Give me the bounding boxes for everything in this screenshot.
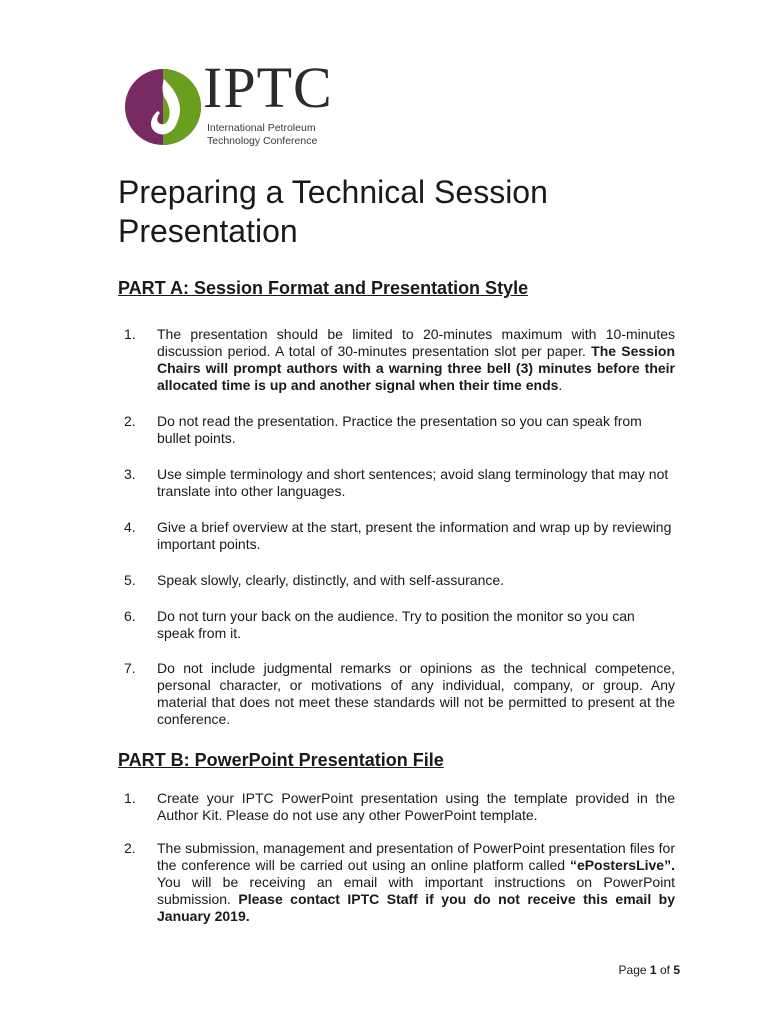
page-label: Page bbox=[618, 963, 647, 977]
item-text: Use simple terminology and short sentences; avoid slang terminology that may not translate into other languages. bbox=[157, 466, 669, 499]
part-b-heading: PART B: PowerPoint Presentation File bbox=[118, 750, 444, 770]
logo-subtitle-line-2: Technology Conference bbox=[207, 134, 318, 147]
item-number: 5. bbox=[124, 572, 136, 588]
item-text-bold: The Session Chairs will prompt authors with a warning three bell (3) minutes before their allocated time is up and another signal when their time ends bbox=[157, 343, 675, 393]
item-text bbox=[157, 326, 675, 394]
page-of-label: of bbox=[659, 963, 670, 977]
item-text bbox=[157, 840, 675, 925]
item-text: Give a brief overview at the start, present the information and wrap up by reviewing important points. bbox=[157, 519, 672, 552]
item-text-tail: . bbox=[558, 377, 563, 393]
item-number: 1. bbox=[124, 790, 136, 806]
item-text-plain: The presentation should be limited to 20-minutes maximum with 10-minutes discussion period. A total of 30-minutes presentation slot per paper. bbox=[157, 326, 675, 359]
page-current: 1 bbox=[649, 963, 657, 977]
item-text-bold-product: “ePostersLive”. bbox=[569, 857, 675, 873]
item-number: 6. bbox=[124, 608, 136, 624]
item-text: Create your IPTC PowerPoint presentation using the template provided in the Author Kit. Please do not use any other PowerPoint template. bbox=[157, 790, 675, 823]
page-footer bbox=[619, 963, 680, 977]
item-text-plain: The submission, management and presentation of PowerPoint presentation files for the conference will be carried out using an online platform called bbox=[157, 840, 675, 873]
item-text: Do not turn your back on the audience. Try to position the monitor so you can speak from it. bbox=[157, 608, 635, 641]
iptc-logo bbox=[124, 55, 334, 149]
item-number: 7. bbox=[124, 660, 136, 676]
item-text: Do not read the presentation. Practice the presentation so you can speak from bullet points. bbox=[157, 413, 642, 446]
item-text-plain-2: You will be receiving an email with important instructions on PowerPoint submission. bbox=[157, 874, 675, 907]
item-number: 1. bbox=[124, 326, 136, 342]
item-number: 2. bbox=[124, 840, 136, 856]
flame-logo-icon bbox=[124, 65, 202, 149]
logo-subtitle bbox=[207, 122, 317, 147]
logo-subtitle-line-1: International Petroleum bbox=[207, 122, 316, 134]
item-number: 3. bbox=[124, 466, 136, 482]
item-number: 4. bbox=[124, 519, 136, 535]
item-text-bold-contact: Please contact IPTC Staff if you do not receive this email by January 2019. bbox=[157, 891, 675, 924]
logo-wordmark: IPTC bbox=[203, 55, 333, 120]
page-total: 5 bbox=[673, 963, 680, 977]
part-a-heading: PART A: Session Format and Presentation Style bbox=[118, 278, 529, 298]
item-text: Do not include judgmental remarks or opinions as the technical competence, personal character, or motivations of any individual, company, or group. Any material that does not meet these standards will not be permitted to present at the conference. bbox=[157, 660, 675, 727]
item-number: 2. bbox=[124, 413, 136, 429]
item-text: Speak slowly, clearly, distinctly, and with self-assurance. bbox=[157, 572, 505, 588]
document-title: Preparing a Technical Session Presentation bbox=[118, 174, 548, 249]
